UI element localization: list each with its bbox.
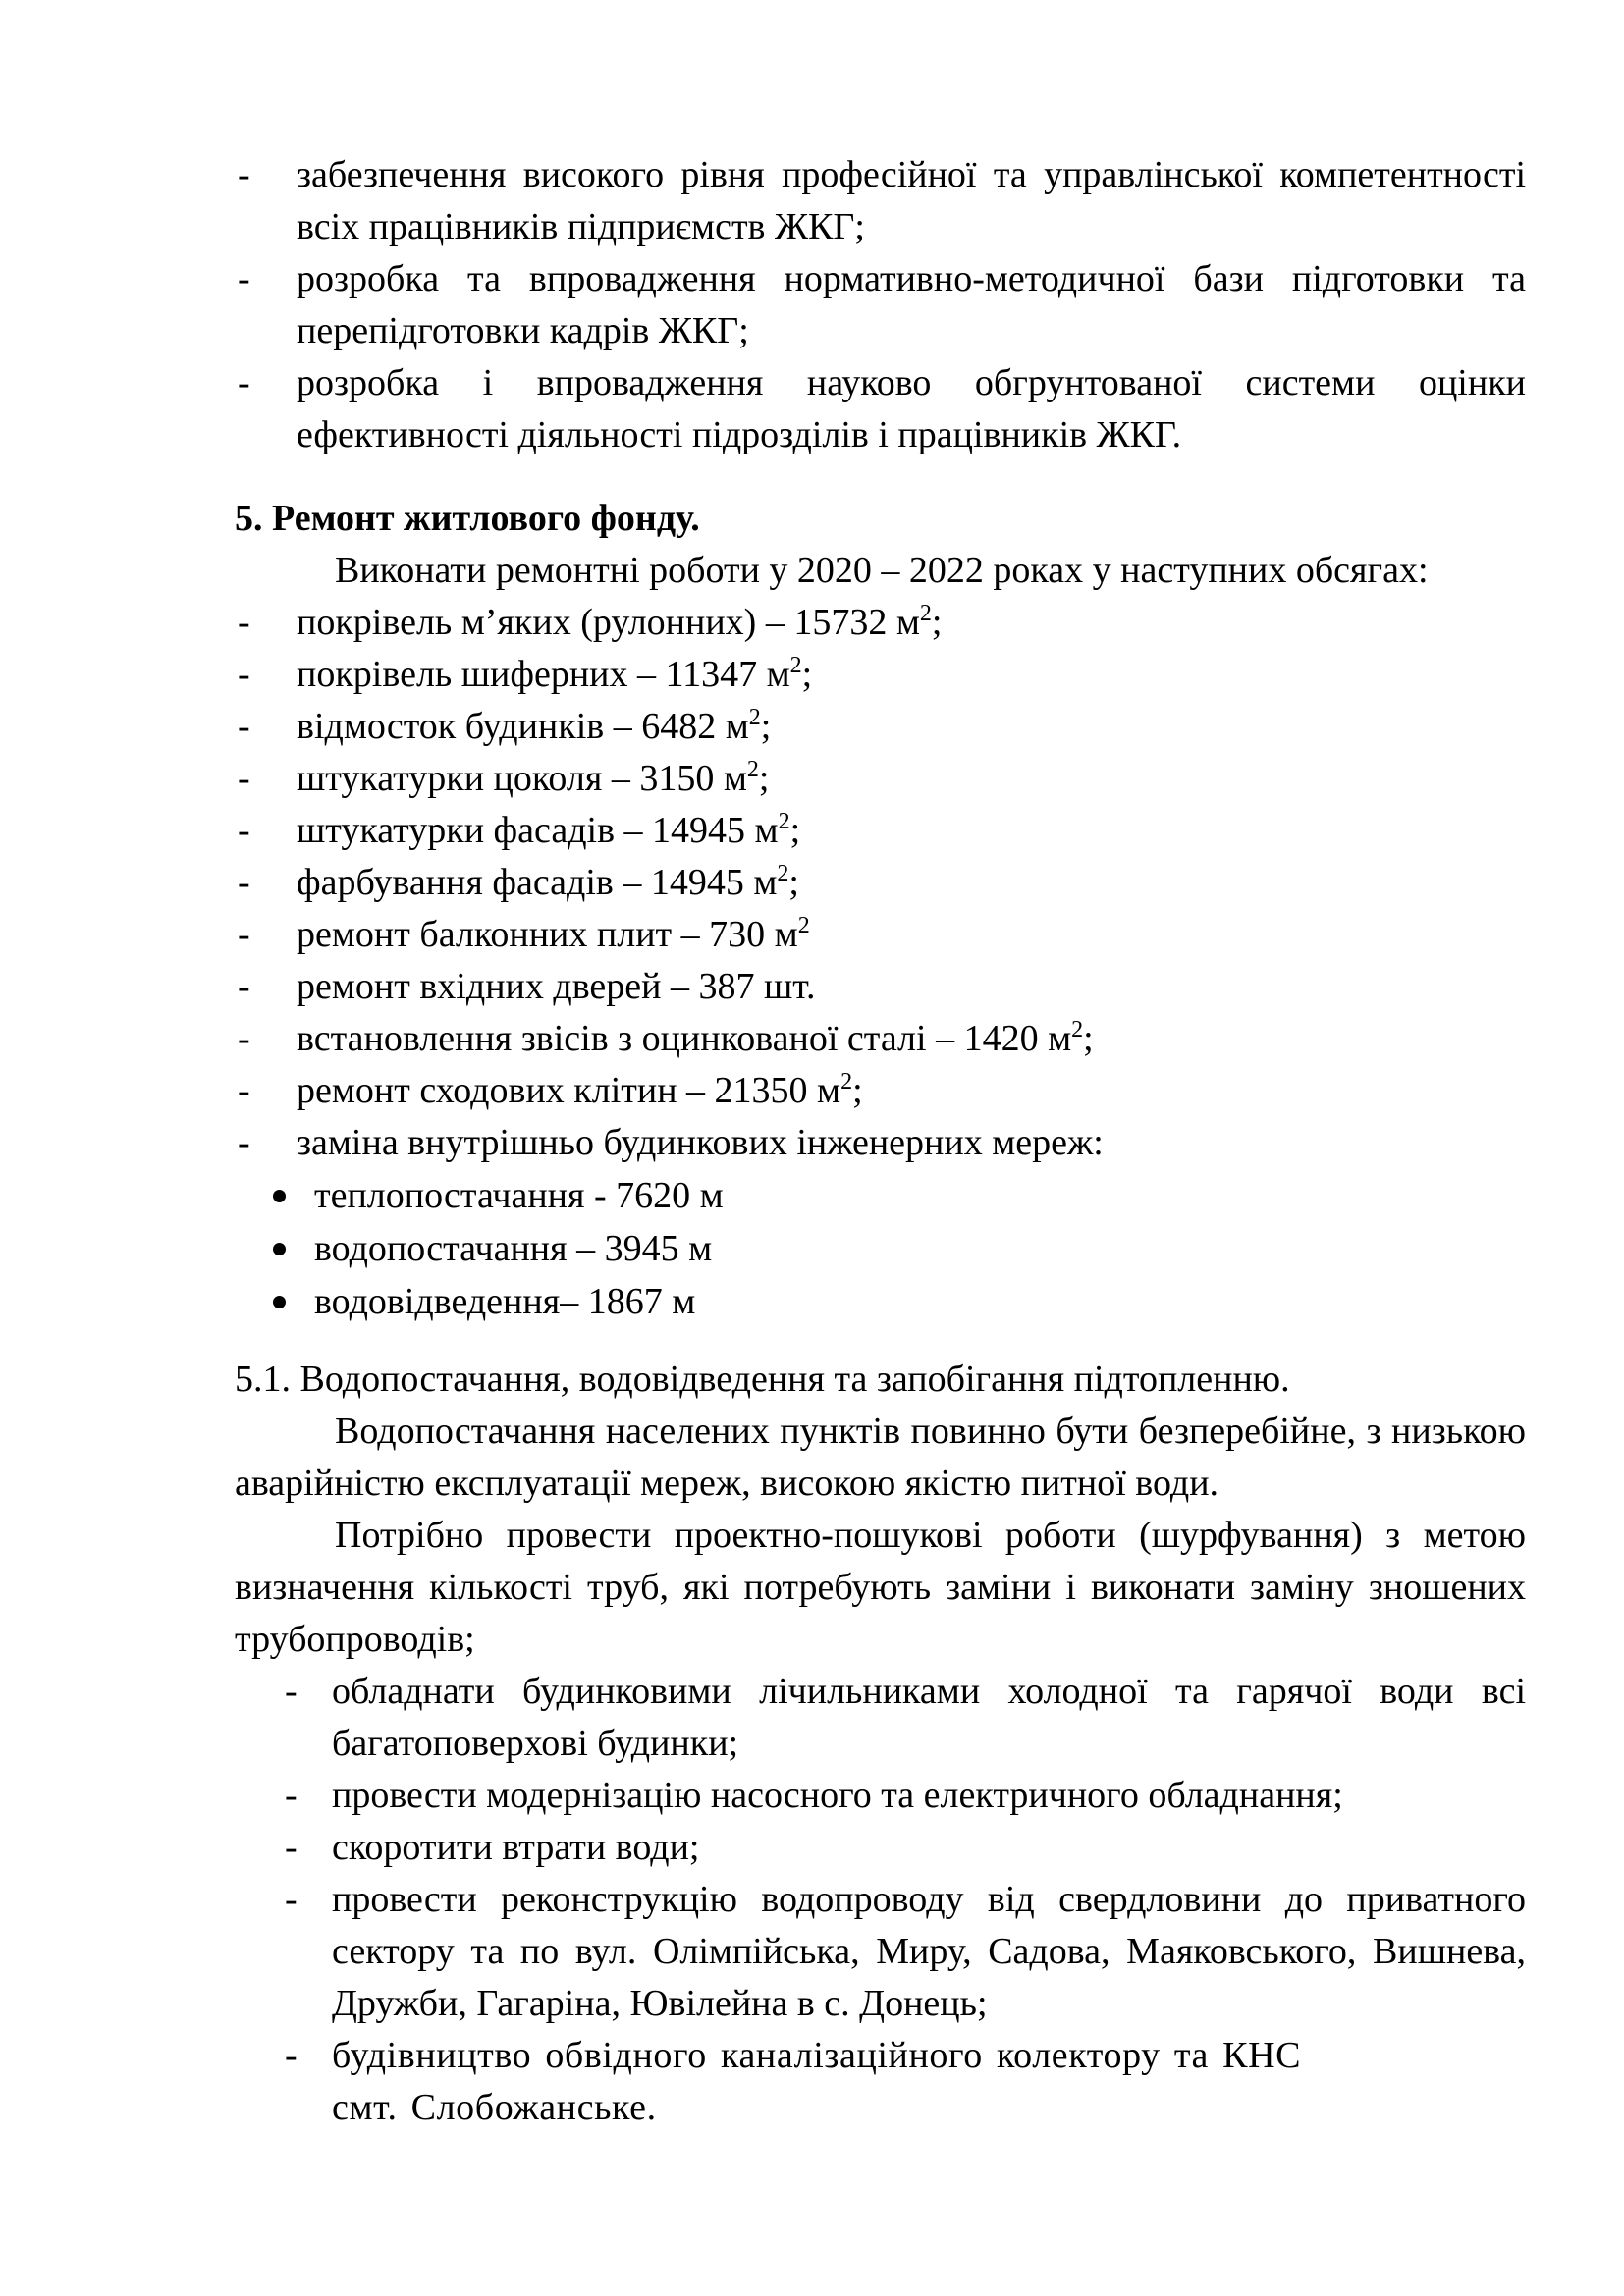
section-heading: 5. Ремонт житлового фонду. (235, 498, 700, 539)
list-item-line: будівництво обвідного каналізаційного колектору та КНС (332, 2035, 1302, 2076)
list-item: - ремонт балконних плит – 730 $м^2$ (235, 909, 1526, 961)
intro-dash-list (235, 149, 1526, 461)
bullet-icon (273, 1296, 286, 1308)
list-item: - обладнати будинковими лічильниками холодної та гарячої води всі багатоповерхові будинки; (285, 1666, 1526, 1770)
list-item: - штукатурки цоколя – 3150 $м^2$; (235, 753, 1526, 805)
list-item: водопостачання – 3945 м (270, 1222, 1526, 1275)
paragraph: Потрібно провести проектно-пошукові роботи (шурфування) з метою визначення кількості труб, які потребують заміни і виконати заміну зношених трубопроводів; (235, 1515, 1526, 1660)
list-item: - розробка і впровадження науково обгрунтованої системи оцінки ефективності діяльності підрозділів і працівників ЖКГ. (235, 357, 1526, 461)
list-item: - розробка та впровадження нормативно-методичної бази підготовки та перепідготовки кадрів ЖКГ; (235, 253, 1526, 357)
list-item: - фарбування фасадів – 14945 $м^2$; (235, 857, 1526, 909)
bullet-icon (273, 1243, 286, 1255)
section-intro: Виконати ремонтні роботи у 2020 – 2022 роках у наступних обсягах: (335, 550, 1429, 591)
list-item: - покрівель шиферних – 11347 $м^2$; (235, 649, 1526, 701)
list-item: - ремонт сходових клітин – 21350 $м^2$; (235, 1065, 1526, 1117)
repair-dash-list (235, 597, 1526, 1169)
document-content (235, 149, 1526, 2134)
list-item: - забезпечення високого рівня професійної та управлінської компетентності всіх працівників підприємств ЖКГ; (235, 149, 1526, 253)
bullet-icon (273, 1190, 286, 1202)
list-item: водовідведення– 1867 м (270, 1275, 1526, 1328)
subsection-heading: 5.1. Водопостачання, водовідведення та запобігання підтопленню. (235, 1359, 1290, 1400)
list-item-line: смт. Слобожанське. (332, 2087, 657, 2128)
list-item: - ремонт вхідних дверей – 387 шт. (235, 961, 1526, 1013)
list-item: - покрівель м’яких (рулонних) – 15732 $м^2$; (235, 597, 1526, 649)
list-item: - заміна внутрішньо будинкових інженерних мереж: (235, 1117, 1526, 1169)
list-item: - провести модернізацію насосного та електричного обладнання; (285, 1770, 1526, 1822)
list-item: теплопостачання - 7620 м (270, 1169, 1526, 1222)
networks-bullet-list (235, 1169, 1526, 1328)
list-item: - відмосток будинків – 6482 $м^2$; (235, 701, 1526, 753)
list-item: - штукатурки фасадів – 14945 $м^2$; (235, 805, 1526, 857)
list-item: - провести реконструкцію водопроводу від свердловини до приватного сектору та по вул. Олімпійська, Миру, Садова, Маяковського, Вишнева, Дружби, Гагаріна, Ювілейна в с. Донець; (285, 1874, 1526, 2030)
list-item (285, 2030, 1526, 2134)
paragraph: Водопостачання населених пунктів повинно бути безперебійне, з низькою аварійністю експлуатації мереж, високою якістю питної води. (235, 1411, 1526, 1504)
water-dash-list (235, 1666, 1526, 2134)
list-item: - скоротити втрати води; (285, 1822, 1526, 1874)
list-item: - встановлення звісів з оцинкованої сталі – 1420 $м^2$; (235, 1013, 1526, 1065)
